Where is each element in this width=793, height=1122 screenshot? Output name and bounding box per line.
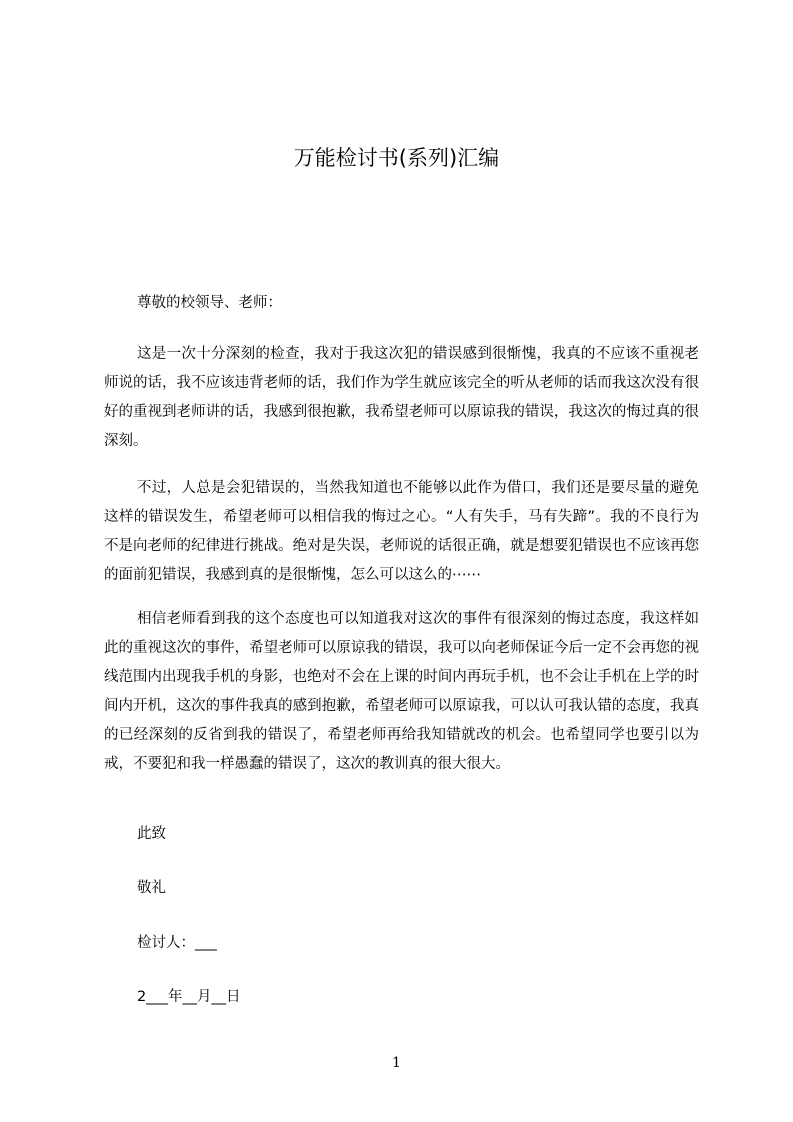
page-number: 1: [392, 1055, 401, 1071]
paragraph-3: 相信老师看到我的这个态度也可以知道我对这次的事件有很深刻的悔过态度，我这样如此的重视这次的事件，希望老师可以原谅我的错误，我可以向老师保证今后一定不会再您的视线范围内出现我手机的身影，也绝对不会在上课的时间内再玩手机，也不会让手机在上学的时间内开机，这次的事件我真的感到抱歉，希望老师可以原谅我，可以认可我认错的态度，我真的已经深刻的反省到我的错误了，希望老师再给我知错就改的机会。也希望同学也要引以为戒，不要犯和我一样愚蠢的错误了，这次的教训真的很大很大。: [104, 611, 699, 772]
closing-line-1: 此致: [137, 826, 166, 842]
salutation: 尊敬的校领导、老师：: [137, 295, 282, 311]
date-line: 2___年__月__日: [137, 989, 241, 1005]
paragraph-2: 不过，人总是会犯错误的，当然我知道也不能够以此作为借口，我们还是要尽量的避免这样的错误发生，希望老师可以相信我的悔过之心。“人有失手，马有失蹄”。我的不良行为不是向老师的纪律进行挑战。绝对是失误，老师说的话很正确，就是想要犯错误也不应该再您的面前犯错误，我感到真的是很惭愧，怎么可以这么的⋯⋯: [104, 480, 699, 583]
closing-line-2: 敬礼: [137, 880, 166, 896]
document-title: 万能检讨书(系列)汇编: [293, 146, 500, 170]
signature-line: 检讨人：___: [137, 935, 217, 951]
paragraph-1: 这是一次十分深刻的检查，我对于我这次犯的错误感到很惭愧，我真的不应该不重视老师说的话，我不应该违背老师的话，我们作为学生就应该完全的听从老师的话而我这次没有很好的重视到老师讲的话，我感到很抱歉，我希望老师可以原谅我的错误，我这次的悔过真的很深刻。: [104, 346, 699, 449]
